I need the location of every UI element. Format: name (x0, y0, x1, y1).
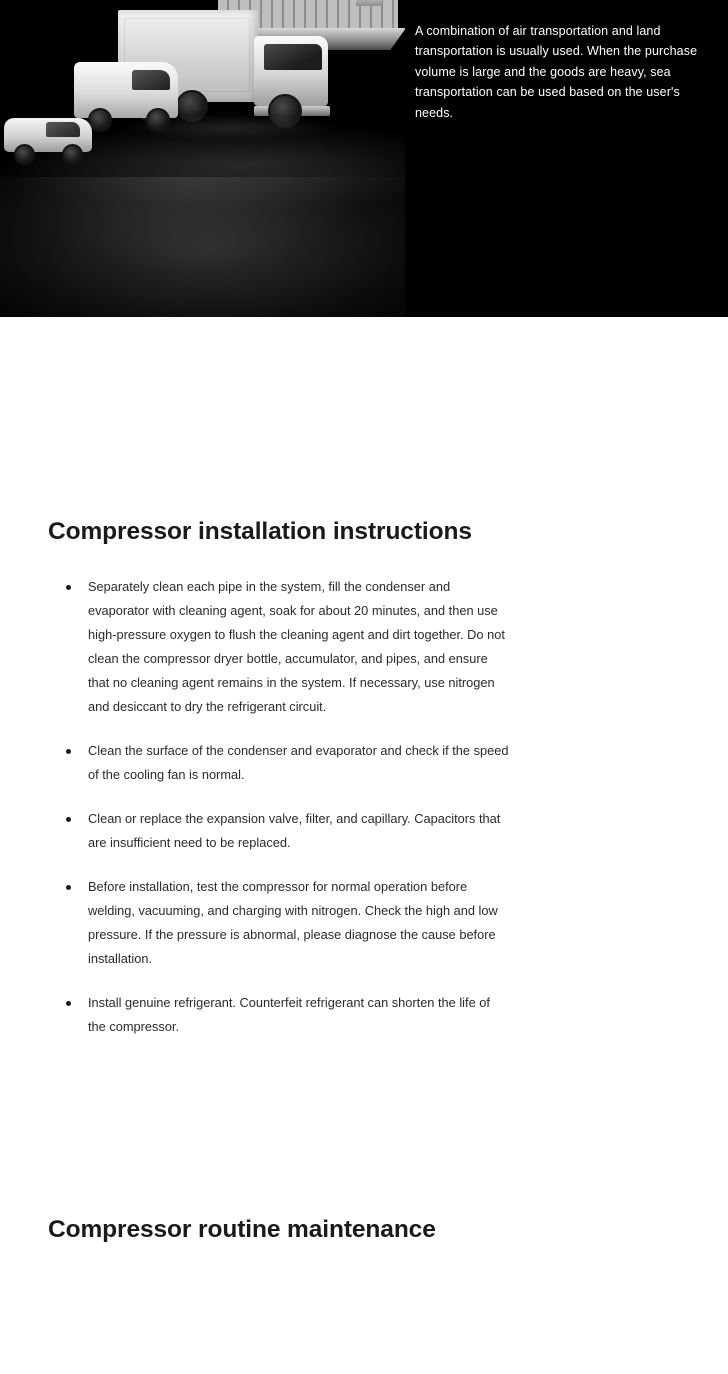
van-wheel (146, 108, 170, 132)
list-item: Clean the surface of the condenser and evaporator and check if the speed of the cooling fan is normal. (66, 739, 511, 787)
small-car-illustration (4, 112, 100, 182)
van-windshield (132, 70, 170, 90)
car-windshield (46, 122, 80, 137)
section-spacer (0, 1039, 728, 1215)
list-item: Clean or replace the expansion valve, filter, and capillary. Capacitors that are insufficient need to be replaced. (66, 807, 511, 855)
hero-paragraph: A combination of air transportation and land transportation is usually used. When the purchase volume is large and the goods are heavy, sea transportation can be used based on the user's needs. (415, 23, 698, 120)
truck-windshield (264, 44, 322, 70)
hero-banner (0, 0, 728, 317)
section-spacer (0, 317, 728, 517)
list-item: Separately clean each pipe in the system, fill the condenser and evaporator with cleaning agent, soak for about 20 minutes, and then use high-pressure oxygen to flush the cleaning agent and dirt together. Do not clean the compressor dryer bottle, accumulator, and pipes, and ensure that no cleaning agent remains in the system. If necessary, use nitrogen and desiccant to dry the refrigerant circuit. (66, 575, 511, 719)
installation-section (0, 517, 728, 1039)
maintenance-section (0, 1215, 728, 1245)
car-wheel (14, 144, 35, 165)
logistics-photo (0, 0, 405, 317)
ship-bridge (356, 0, 382, 6)
maintenance-title: Compressor routine maintenance (48, 1216, 436, 1243)
car-wheel (62, 144, 83, 165)
installation-bullet-list (48, 575, 680, 1039)
installation-title: Compressor installation instructions (48, 518, 472, 545)
floor-reflection (0, 177, 405, 317)
list-item: Install genuine refrigerant. Counterfeit refrigerant can shorten the life of the compressor. (66, 991, 511, 1039)
list-item: Before installation, test the compressor for normal operation before welding, vacuuming, and charging with nitrogen. Check the high and low pressure. If the pressure is abnormal, please diagnose the cause before installation. (66, 875, 511, 971)
